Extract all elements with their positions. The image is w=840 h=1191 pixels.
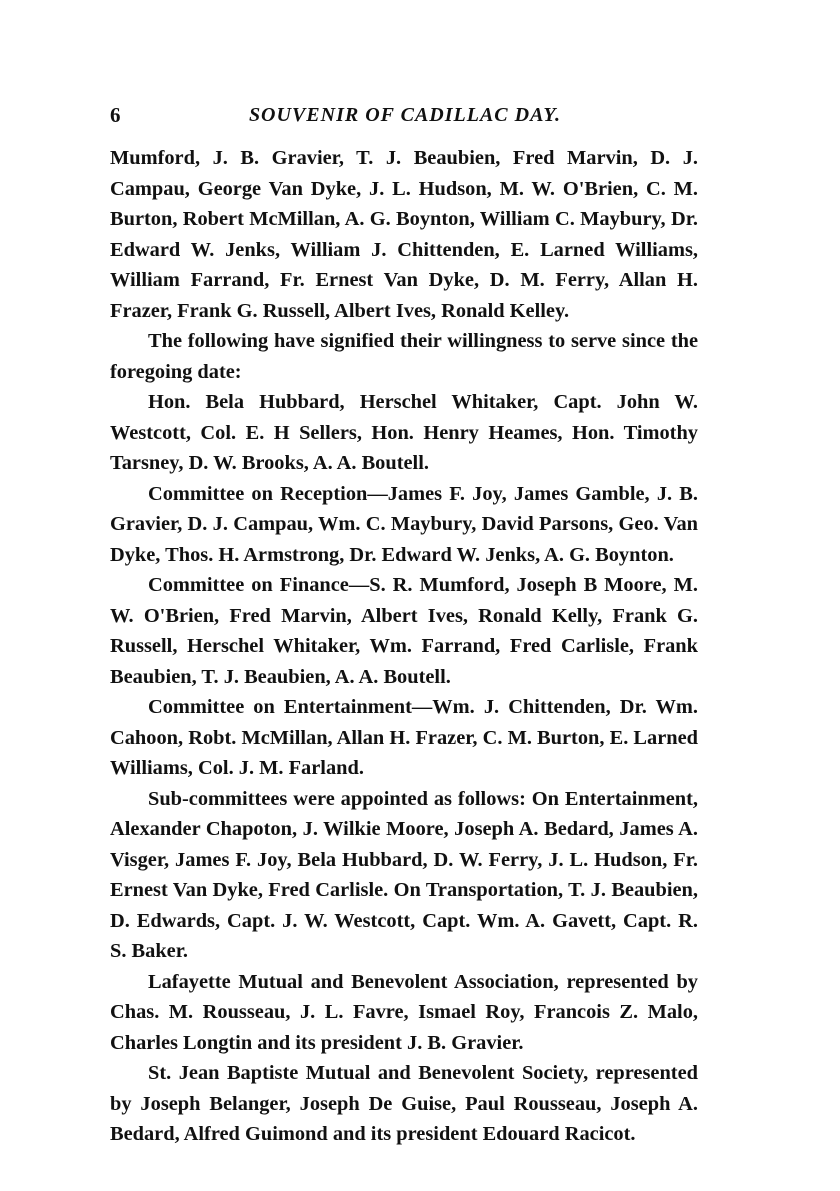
paragraph-willingness-intro: The following have signified their willingness to serve since the foregoing date: [110, 330, 698, 383]
body-text [110, 143, 698, 1150]
paragraph-continued-name-list: Mumford, J. B. Gravier, T. J. Beaubien, Fred Marvin, D. J. Campau, George Van Dyke, J. L. Hudson, M. W. O'Brien, C. M. Burton, Robert McMillan, A. G. Boynton, William C. Maybury, Dr. Edward W. Jenks, William J. Chittenden, E. Larned Williams, William Farrand, Fr. Ernest Van Dyke, D. M. Ferry, Allan H. Frazer, Frank G. Russell, Albert Ives, Ronald Kelley. [110, 147, 698, 322]
paragraph-committee-finance: Committee on Finance—S. R. Mumford, Joseph B Moore, M. W. O'Brien, Fred Marvin, Albert Ives, Ronald Kelly, Frank G. Russell, Herschel Whitaker, Wm. Farrand, Fred Carlisle, Frank Beaubien, T. J. Beaubien, A. A. Boutell. [110, 574, 698, 688]
paragraph-sub-committees: Sub-committees were appointed as follows: On Entertainment, Alexander Chapoton, J. Wilkie Moore, Joseph A. Bedard, James A. Visger, James F. Joy, Bela Hubbard, D. W. Ferry, J. L. Hudson, Fr. Ernest Van Dyke, Fred Carlisle. On Transportation, T. J. Beaubien, D. Edwards, Capt. J. W. Westcott, Capt. Wm. A. Gavett, Capt. R. S. Baker. [110, 787, 698, 962]
running-title: SOUVENIR OF CADILLAC DAY. [248, 104, 562, 126]
paragraph-lafayette-association: Lafayette Mutual and Benevolent Association, represented by Chas. M. Rousseau, J. L. Favre, Ismael Roy, Francois Z. Malo, Charles Longtin and its president J. B. Gravier. [110, 970, 698, 1054]
paragraph-committee-entertainment: Committee on Entertainment—Wm. J. Chittenden, Dr. Wm. Cahoon, Robt. McMillan, Allan H. Frazer, C. M. Burton, E. Larned Williams, Col. J. M. Farland. [110, 696, 698, 779]
running-head [110, 100, 700, 130]
paragraph-st-jean-baptiste-society: St. Jean Baptiste Mutual and Benevolent Society, represented by Joseph Belanger, Joseph De Guise, Paul Rousseau, Joseph A. Bedard, Alfred Guimond and its president Edouard Racicot. [110, 1062, 698, 1145]
paragraph-additional-names: Hon. Bela Hubbard, Herschel Whitaker, Capt. John W. Westcott, Col. E. H Sellers, Hon. Henry Heames, Hon. Timothy Tarsney, D. W. Brooks, A. A. Boutell. [110, 391, 698, 474]
paragraph-committee-reception: Committee on Reception—James F. Joy, James Gamble, J. B. Gravier, D. J. Campau, Wm. C. Maybury, David Parsons, Geo. Van Dyke, Thos. H. Armstrong, Dr. Edward W. Jenks, A. G. Boynton. [110, 482, 698, 566]
page-number: 6 [110, 103, 121, 127]
